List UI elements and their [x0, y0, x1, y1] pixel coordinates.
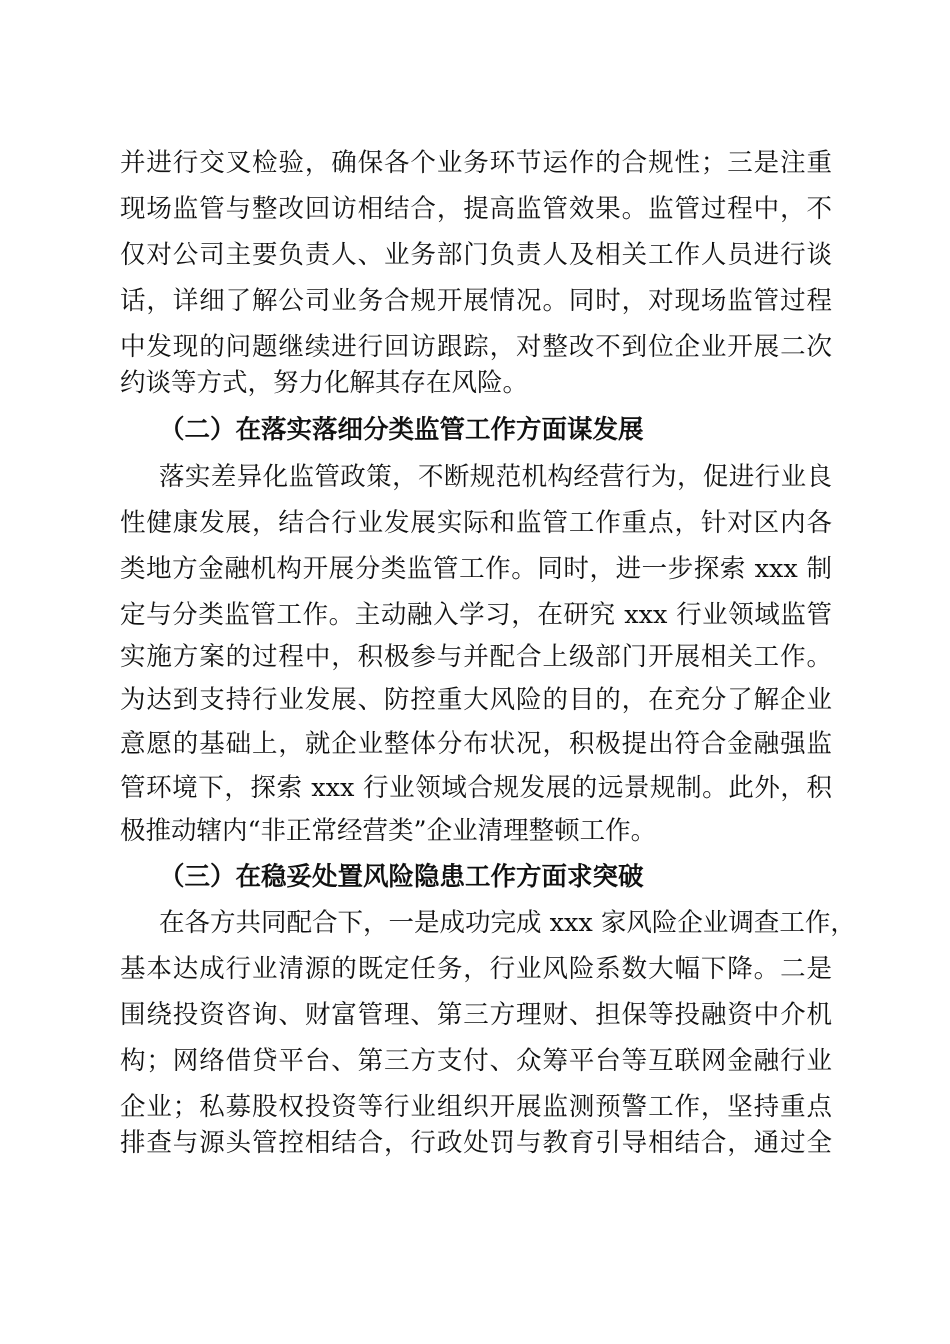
body-text-line: 约谈等方式，努力化解其存在风险。 — [120, 368, 529, 398]
body-text-line: 企业；私募股权投资等行业组织开展监测预警工作，坚持重点 — [120, 1092, 832, 1122]
body-text-line: 仅对公司主要负责人、业务部门负责人及相关工作人员进行谈 — [120, 240, 832, 270]
body-text-line: 现场监管与整改回访相结合，提高监管效果。监管过程中，不 — [120, 194, 832, 224]
body-text-line: 基本达成行业清源的既定任务，行业风险系数大幅下降。二是 — [120, 954, 832, 984]
body-text-line: 在各方共同配合下，一是成功完成 xxx 家风险企业调查工作， — [159, 908, 856, 938]
body-text-line: 实施方案的过程中，积极参与并配合上级部门开展相关工作。 — [120, 642, 832, 672]
body-text-line: 话，详细了解公司业务合规开展情况。同时，对现场监管过程 — [120, 286, 832, 316]
body-text-line: 围绕投资咨询、财富管理、第三方理财、担保等投融资中介机 — [120, 1000, 832, 1030]
section-heading-2: （二）在落实落细分类监管工作方面谋发展 — [159, 415, 644, 445]
body-text-line: 意愿的基础上，就企业整体分布状况，积极提出符合金融强监 — [120, 729, 832, 759]
body-text-line: 为达到支持行业发展、防控重大风险的目的，在充分了解企业 — [120, 685, 832, 715]
body-text-line: 构；网络借贷平台、第三方支付、众筹平台等互联网金融行业 — [120, 1046, 832, 1076]
body-text-line: 中发现的问题继续进行回访跟踪，对整改不到位企业开展二次 — [120, 332, 832, 362]
body-text-line: 极推动辖内“非正常经营类”企业清理整顿工作。 — [120, 816, 657, 846]
body-text-line: 类地方金融机构开展分类监管工作。同时，进一步探索 xxx 制 — [120, 554, 832, 584]
body-text-line: 定与分类监管工作。主动融入学习，在研究 xxx 行业领域监管 — [120, 600, 832, 630]
body-text-line: 并进行交叉检验，确保各个业务环节运作的合规性；三是注重 — [120, 148, 832, 178]
body-text-line: 落实差异化监管政策，不断规范机构经营行为，促进行业良 — [159, 462, 832, 492]
body-text-line: 管环境下，探索 xxx 行业领域合规发展的远景规制。此外，积 — [120, 773, 832, 803]
body-text-line: 排查与源头管控相结合，行政处罚与教育引导相结合，通过全 — [120, 1128, 832, 1158]
body-text-line: 性健康发展，结合行业发展实际和监管工作重点，针对区内各 — [120, 508, 832, 538]
section-heading-3: （三）在稳妥处置风险隐患工作方面求突破 — [159, 862, 644, 892]
